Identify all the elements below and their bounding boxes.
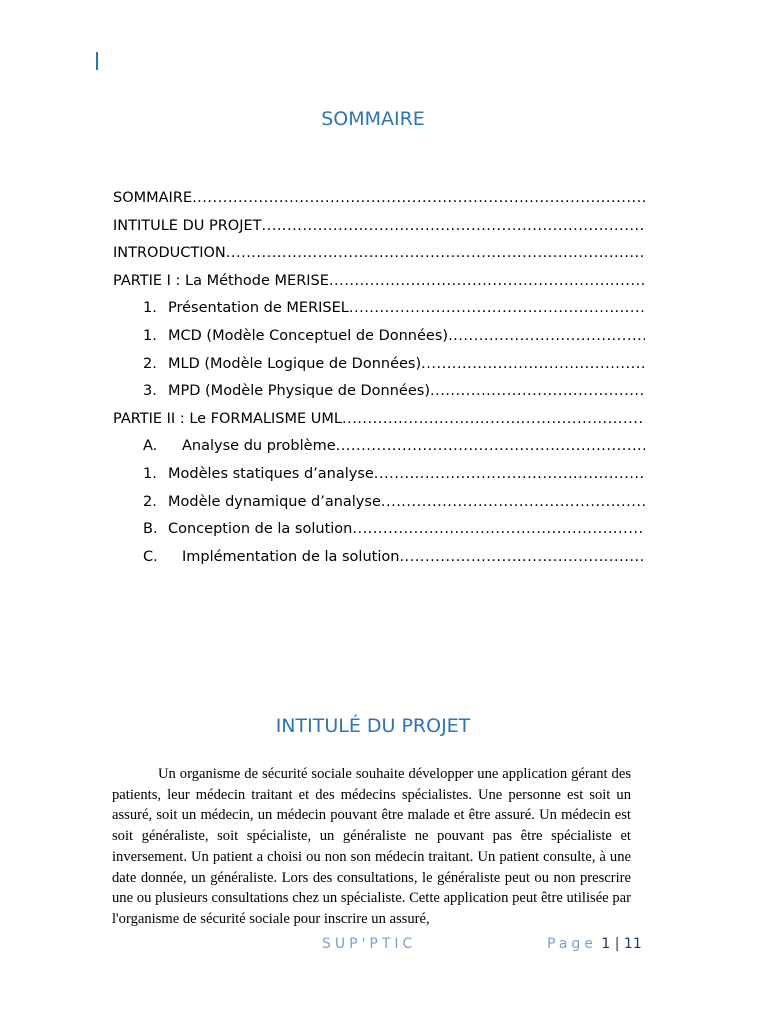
sommaire-heading: SOMMAIRE [321, 108, 425, 130]
toc-entry-label: Présentation de MERISEL [168, 300, 349, 317]
footer-page-label: Page [547, 936, 597, 952]
toc-entry-label: Implémentation de la solution [182, 548, 400, 565]
toc-entry[interactable] [113, 273, 645, 301]
toc-entry[interactable] [113, 466, 645, 494]
toc-entry[interactable] [113, 549, 645, 577]
project-description-paragraph: Un organisme de sécurité sociale souhaite développer une application gérant des patients, leur médecin traitant et des médecins spécialistes. Une personne est soit un assuré, soit un médecin, un médecin pouvant être malade et être assuré. Un médecin est soit généraliste, soit spécialiste, un généraliste ne pouvant pas être spécialiste et inversement. Un patient a choisi ou non son médecin traitant. Un patient consulte, à une date donnée, un généraliste. Lors des consultations, le généraliste peut ou non prescrire une ou plusieurs consultations chez un spécialiste. Cette application peut être utilisée par l'organisme de sécurité sociale pour inscrire un assuré, [112, 766, 631, 927]
footer-page-number [547, 936, 642, 952]
toc-entry[interactable] [113, 383, 645, 411]
toc-entry-number: C. [143, 548, 158, 565]
toc-dot-leader [381, 494, 645, 510]
table-of-contents [113, 190, 645, 576]
toc-entry-label: INTITULÉ DU PROJET [113, 217, 262, 234]
toc-entry-label: Modèle dynamique d’analyse [168, 493, 381, 510]
toc-entry[interactable] [113, 521, 645, 549]
toc-entry[interactable] [113, 411, 645, 439]
toc-entry-number: 2. [143, 355, 157, 372]
toc-dot-leader [352, 521, 645, 537]
toc-entry[interactable] [113, 356, 645, 384]
toc-entry-label: INTRODUCTION [113, 245, 226, 262]
toc-entry-number: 1. [143, 327, 157, 344]
footer-page-total: 11 [623, 936, 642, 952]
toc-dot-leader [374, 466, 645, 482]
toc-entry-number: A. [143, 438, 158, 455]
toc-entry-number: 2. [143, 493, 157, 510]
toc-entry-label: MLD (Modèle Logique de Données) [168, 355, 422, 372]
toc-entry[interactable] [113, 190, 645, 218]
toc-entry-label: PARTIE I : La Méthode MERISE [113, 272, 329, 289]
toc-dot-leader [349, 300, 645, 316]
toc-entry-number: 3. [143, 383, 157, 400]
toc-dot-leader [399, 549, 645, 565]
intitule-heading: INTITULÉ DU PROJET [275, 715, 471, 737]
toc-entry-number: B. [143, 521, 158, 538]
toc-dot-leader [342, 411, 645, 427]
toc-entry-label: PARTIE II : Le FORMALISME UML [113, 410, 342, 427]
footer-page-separator: | [614, 936, 620, 952]
toc-entry-label: Modèles statiques d’analyse [168, 465, 374, 482]
toc-dot-leader [430, 383, 645, 399]
toc-entry-number: 1. [143, 300, 157, 317]
toc-dot-leader [226, 245, 645, 261]
toc-entry[interactable] [113, 300, 645, 328]
toc-entry[interactable] [113, 245, 645, 273]
toc-entry-label: MPD (Modèle Physique de Données) [168, 383, 430, 400]
toc-dot-leader [421, 356, 645, 372]
toc-entry-label: Analyse du problème [182, 438, 336, 455]
text-cursor [96, 52, 98, 70]
toc-entry[interactable] [113, 218, 645, 246]
toc-dot-leader [336, 438, 645, 454]
toc-dot-leader [192, 190, 645, 206]
footer-school-name: SUP'PTIC [322, 936, 417, 952]
toc-entry[interactable] [113, 438, 645, 466]
toc-dot-leader [329, 273, 645, 289]
footer-page-current: 1 [601, 936, 611, 952]
toc-dot-leader [262, 218, 646, 234]
toc-entry-number: 1. [143, 465, 157, 482]
toc-entry[interactable] [113, 494, 645, 522]
toc-dot-leader [448, 328, 645, 344]
toc-entry-label: MCD (Modèle Conceptuel de Données) [168, 327, 449, 344]
toc-entry-label: SOMMAIRE [113, 190, 193, 206]
toc-entry-label: Conception de la solution [168, 521, 353, 538]
toc-entry[interactable] [113, 328, 645, 356]
